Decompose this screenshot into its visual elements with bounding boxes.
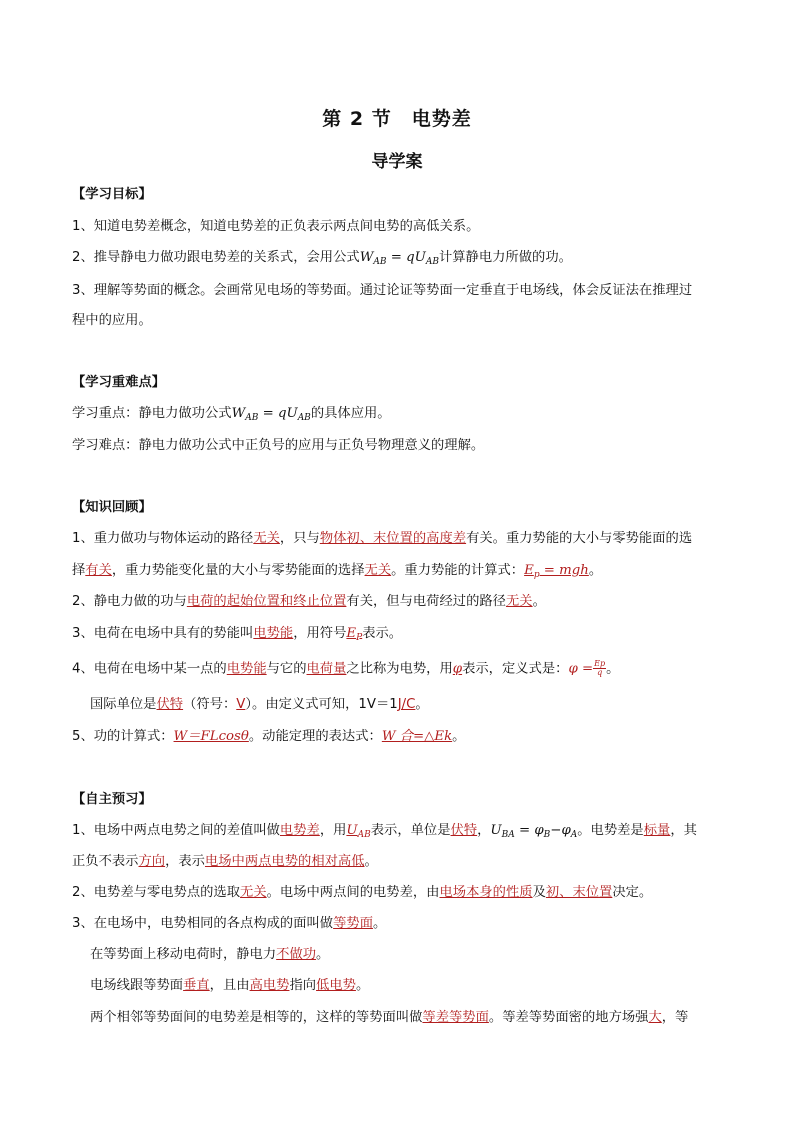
review-5: 5、功的计算式：W＝FLcosθ。动能定理的表达式：W 合=△Ek。 [72,729,466,744]
review-1-line1: 1、重力做功与物体运动的路径无关，只与物体初、末位置的高度差有关。重力势能的大小与零势能面的选 [72,531,693,546]
answer: 电场本身的性质 [439,885,533,900]
answer: 等差等势面 [422,1010,489,1025]
answer: 物体初、末位置的高度差 [319,531,467,546]
answer: 无关 [240,885,267,900]
answer: 无关 [364,563,392,578]
preview-2: 2、电势差与零电势点的选取无关。电场中两点间的电势差，由电场本身的性质及初、末位置决定。 [72,885,653,900]
answer: 大 [648,1010,662,1025]
review-2: 2、静电力做的功与电荷的起始位置和终止位置有关，但与电荷经过的路径无关。 [72,594,546,609]
preview-3: 3、在电场中，电势相同的各点构成的面叫做等势面。 [72,916,387,931]
answer: 电荷量 [306,661,347,677]
review-3: 3、电荷在电场中具有的势能叫电势能，用符号$E_P$表示。 [72,626,403,643]
answer: 伏特 [156,697,184,712]
review-heading: 【知识回顾】 [72,500,152,515]
answer: 不做功 [276,947,317,962]
review-1-line2: 择有关，重力势能变化量的大小与零势能面的选择无关。重力势能的计算式：$E_p$ = mgh。 [72,563,603,580]
preview-3c: 电场线跟等势面垂直，且由高电势指向低电势。 [90,978,370,993]
preview-3b: 在等势面上移动电荷时，静电力不做功。 [90,947,330,962]
answer: J/C [397,697,416,712]
answer: 标量 [643,823,671,838]
potential-fraction: $\frac{Ep}{q}$ [594,659,606,677]
answer: 垂直 [183,978,210,993]
answer: V [236,697,246,712]
review-4-unit: 国际单位是伏特（符号：V）。由定义式可知，1V＝1J/C。 [90,697,429,712]
answer: 低电势 [316,978,356,993]
answer: φ = [568,661,594,677]
page-subtitle: 导学案 [371,152,423,172]
answer: W＝FLcosθ [173,729,249,744]
answer-uab: $U_{AB}$ [346,823,371,840]
answer: φ [452,661,463,677]
page-title: 第 2 节 电势差 [322,108,472,130]
answer: 方向 [138,854,166,869]
answer: 无关 [505,594,533,609]
key-point: 学习重点：静电力做功公式$W_{AB} = qU_{AB}$的具体应用。 [72,406,391,423]
goal-2: 2、推导静电力做功跟电势差的关系式，会用公式$W_{AB} = qU_{AB}$计算静电力所做的功。 [72,250,572,267]
formula-wab: $W_{AB} = qU_{AB}$ [231,406,311,423]
answer: 电场中两点电势的相对高低 [204,854,365,869]
answer: 高电势 [249,978,290,993]
answer: 伏特 [450,823,478,838]
answer: 有关 [85,563,112,578]
goal-3-line1: 3、理解等势面的概念。会画常见电场的等势面。通过论证等势面一定垂直于电场线，体会反证法在推理过 [72,283,693,298]
preview-3d: 两个相邻等势面间的电势差是相等的，这样的等势面叫做等差等势面。等差等势面密的地方场强大，等 [90,1010,689,1025]
preview-1-line1: 1、电场中两点电势之间的差值叫做电势差，用$U_{AB}$表示，单位是伏特，$U_{BA} = \varphi_B-\varphi_A$。电势差是标量，其 [72,823,697,840]
goal-1: 1、知道电势差概念，知道电势差的正负表示两点间电势的高低关系。 [72,219,480,234]
answer-ep-formula: $E_p$ = mgh [524,563,589,580]
answer-ep-symbol: $E_P$ [346,626,363,643]
answer: 电势能 [253,626,294,641]
answer: 电势差 [279,823,320,838]
answer: 等势面 [333,916,373,931]
formula-uba: $U_{BA} = \varphi_B-\varphi_A$ [490,823,578,840]
review-4: 4、电荷在电场中某一点的电势能与它的电荷量之比称为电势，用φ表示，定义式是：φ = $\frac{Ep}{q}$ 。 [72,659,620,677]
goals-heading: 【学习目标】 [72,187,152,202]
answer: W 合=△Ek [381,729,453,744]
goal-3-line2: 程中的应用。 [72,313,152,328]
difficult-point: 学习难点：静电力做功公式中正负号的应用与正负号物理意义的理解。 [72,438,485,453]
key-heading: 【学习重难点】 [72,375,166,390]
formula-wab: $W_{AB} = qU_{AB}$ [359,250,439,267]
preview-heading: 【自主预习】 [72,792,152,807]
preview-1-line2: 正负不表示方向，表示电场中两点电势的相对高低。 [72,854,378,869]
answer: 无关 [253,531,280,546]
answer: 初、末位置 [545,885,613,900]
answer: 电荷的起始位置和终止位置 [186,594,347,609]
answer: 电势能 [226,661,267,677]
